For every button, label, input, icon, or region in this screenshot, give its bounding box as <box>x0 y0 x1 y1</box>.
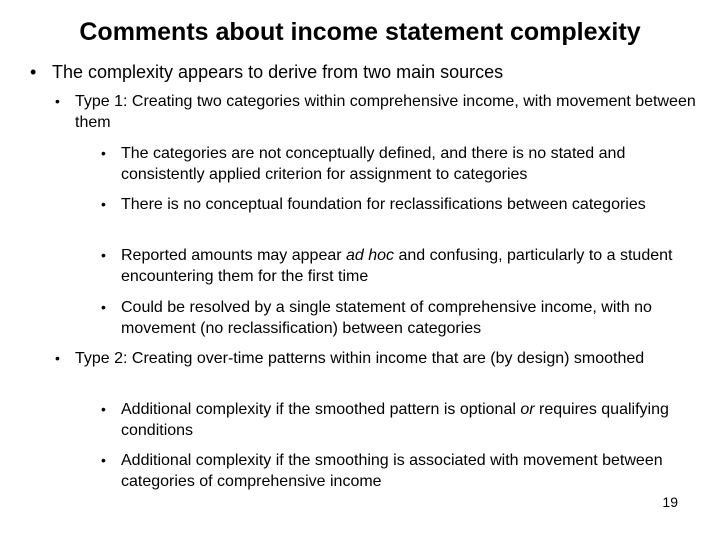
bullet-icon: • <box>101 299 106 315</box>
bullet-icon: • <box>101 145 106 161</box>
bullet-icon: • <box>55 350 60 366</box>
subpoint-text-emphasis: ad hoc <box>346 247 395 264</box>
bullet-icon: • <box>55 93 60 109</box>
slide-title: Comments about income statement complexity <box>79 18 641 46</box>
type1-label: Type 1: Creating two categories within comprehensive income, with movement between them <box>75 93 696 131</box>
main-point-text: The complexity appears to derive from two main sources <box>52 62 504 82</box>
type1-subpoint <box>101 245 701 287</box>
bullet-icon: • <box>101 452 106 468</box>
type2-label: Type 2: Creating over-time patterns within income that are (by design) smoothed <box>75 350 645 367</box>
type1-subpoint <box>101 194 701 215</box>
type2-point <box>55 348 705 369</box>
subpoint-text-post: and confusing, particularly to a student encountering them for the first time <box>121 247 673 285</box>
subpoint-text-post: requires qualifying conditions <box>121 401 669 439</box>
type2-subpoint <box>101 399 701 441</box>
subpoint-text: Could be resolved by a single statement of comprehensive income, with no movement (no reclassification) between categories <box>121 299 652 337</box>
subpoint-text-pre: Additional complexity if the smoothed pattern is optional <box>121 401 521 418</box>
subpoint-text-emphasis: or <box>520 401 535 418</box>
subpoint-text: There is no conceptual foundation for reclassifications between categories <box>121 196 646 213</box>
bullet-icon: • <box>30 62 37 82</box>
page-number: 19 <box>662 494 678 510</box>
type2-subpoint <box>101 450 701 492</box>
bullet-icon: • <box>101 247 106 263</box>
subpoint-text: Additional complexity if the smoothing is associated with movement between categories of comprehensive income <box>121 452 663 490</box>
bullet-icon: • <box>101 401 106 417</box>
type1-subpoint <box>101 297 701 339</box>
type1-point <box>55 91 705 133</box>
subpoint-text: The categories are not conceptually defined, and there is no stated and consistently applied criterion for assignment to categories <box>121 145 626 183</box>
subpoint-text-pre: Reported amounts may appear <box>121 247 347 264</box>
main-point <box>30 61 712 83</box>
bullet-icon: • <box>101 196 106 212</box>
type1-subpoint <box>101 143 701 185</box>
